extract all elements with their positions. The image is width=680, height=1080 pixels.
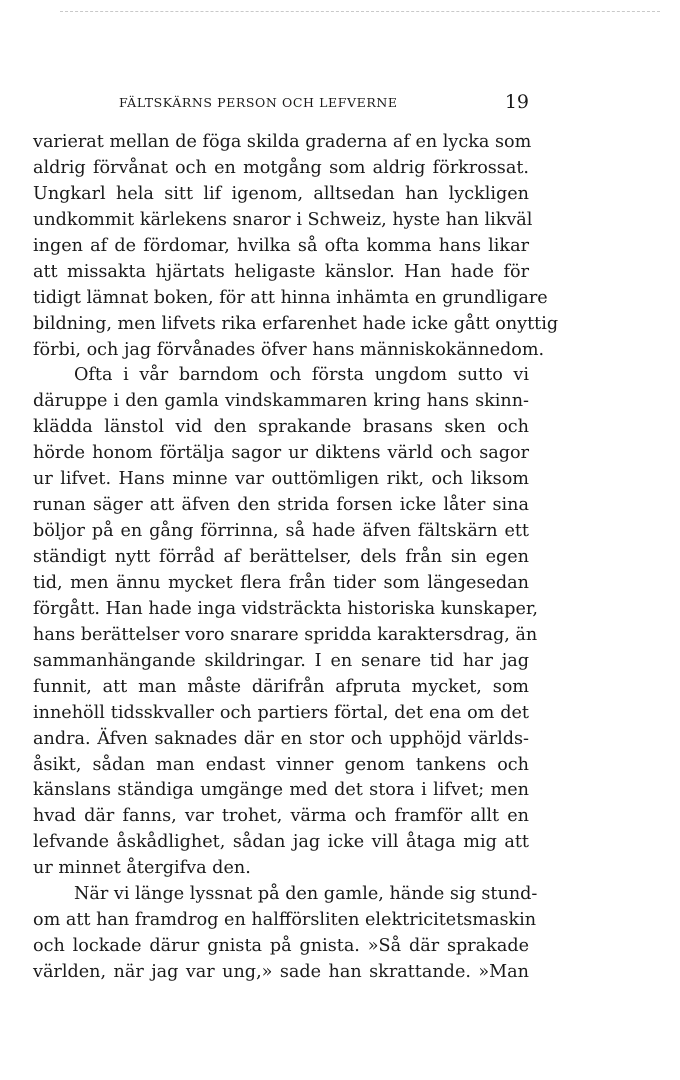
- running-title: FÄLTSKÄRNS PERSON OCH LEFVERNE: [119, 95, 398, 110]
- scan-edge-line: [60, 11, 660, 12]
- text-line: hans berättelser voro snarare spridda karaktersdrag, än: [33, 624, 538, 645]
- text-line: andra. Äfven saknades där en stor och upphöjd världs-: [33, 728, 529, 749]
- text-line: varierat mellan de föga skilda graderna af en lycka som: [33, 132, 532, 152]
- text-line: och lockade därur gnista på gnista. »Så där sprakade: [33, 936, 529, 957]
- text-line: förbi, och jag förvånades öfver hans människokännedom.: [33, 339, 545, 360]
- text-line: ingen af de fördomar, hvilka så ofta komma hans likar: [33, 235, 529, 256]
- text-line: åsikt, sådan man endast vinner genom tankens och: [33, 754, 529, 775]
- text-line: förgått. Han hade inga vidsträckta historiska kunskaper,: [33, 598, 538, 619]
- text-line: om att han framdrog en halfförsliten elektricitetsmaskin: [33, 910, 537, 931]
- text-line: lefvande åskådlighet, sådan jag icke vill åtaga mig att: [33, 832, 529, 853]
- text-line: undkommit kärlekens snaror i Schweiz, hyste han likväl: [33, 209, 533, 230]
- text-line: tidigt lämnat boken, för att hinna inhämta en grundligare: [33, 287, 548, 308]
- text-line: tid, men ännu mycket flera från tider som längesedan: [33, 572, 529, 593]
- text-line: innehöll tidsskvaller och partiers förtal, det ena om det: [33, 702, 529, 723]
- text-line: Ungkarl hela sitt lif igenom, alltsedan han lyckligen: [33, 183, 529, 204]
- text-line: funnit, att man måste därifrån afpruta mycket, som: [33, 676, 529, 697]
- page-number: 19: [504, 91, 529, 113]
- text-line: bildning, men lifvets rika erfarenhet hade icke gått onyttig: [33, 313, 559, 334]
- text-line: däruppe i den gamla vindskammaren kring hans skinn-: [33, 391, 529, 412]
- text-line: ur minnet återgifva den.: [33, 858, 251, 879]
- body-text: [33, 130, 559, 986]
- text-line: klädda länstol vid den sprakande brasans sken och: [33, 417, 529, 438]
- text-line: hvad där fanns, var trohet, värma och framför allt en: [33, 806, 529, 827]
- text-line: ur lifvet. Hans minne var outtömligen rikt, och liksom: [33, 469, 529, 490]
- text-line: Ofta i vår barndom och första ungdom sutto vi: [74, 365, 529, 386]
- text-line: aldrig förvånat och en motgång som aldrig förkrossat.: [33, 157, 529, 178]
- text-line: När vi länge lyssnat på den gamle, hände sig stund-: [74, 884, 538, 905]
- text-line: känslans ständiga umgänge med det stora i lifvet; men: [33, 780, 529, 801]
- text-line: hörde honom förtälja sagor ur diktens värld och sagor: [33, 443, 529, 464]
- text-line: böljor på en gång förrinna, så hade äfven fältskärn ett: [33, 521, 529, 542]
- text-line: världen, när jag var ung,» sade han skrattande. »Man: [33, 962, 529, 982]
- text-line: sammanhängande skildringar. I en senare tid har jag: [33, 650, 529, 671]
- text-line: runan säger att äfven den strida forsen icke låter sina: [33, 495, 529, 516]
- text-line: att missakta hjärtats heligaste känslor. Han hade för: [33, 261, 529, 282]
- page-header: [33, 91, 529, 117]
- text-line: ständigt nytt förråd af berättelser, dels från sin egen: [33, 547, 529, 567]
